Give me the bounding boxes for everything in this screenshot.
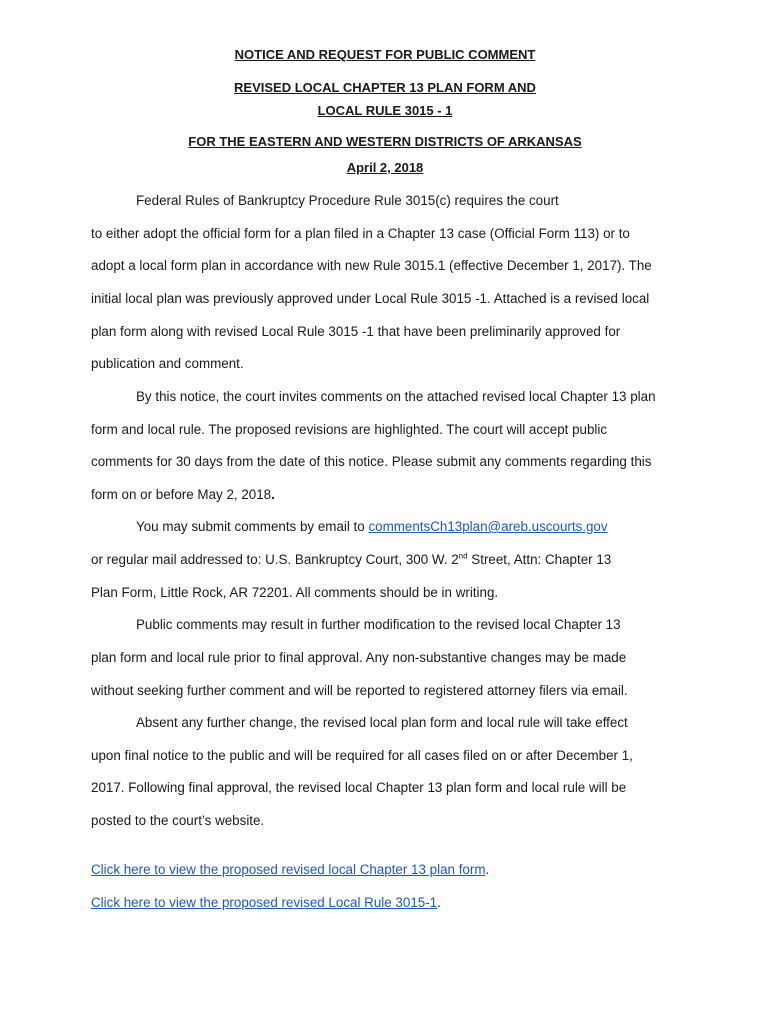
plan-form-link[interactable]: Click here to view the proposed revised local Chapter 13 plan form — [91, 862, 486, 877]
paragraph-line: By this notice, the court invites comments on the attached revised local Chapter 13 plan — [136, 389, 656, 404]
paragraph-line: without seeking further comment and will be reported to registered attorney filers via email. — [91, 683, 628, 698]
notice-date: April 2, 2018 — [346, 160, 424, 175]
title-line-3: LOCAL RULE 3015 - 1 — [317, 103, 453, 118]
paragraph-line: 2017. Following final approval, the revised local Chapter 13 plan form and local rule will be — [91, 780, 627, 795]
paragraph-line: plan form and local rule prior to final approval. Any non-substantive changes may be made — [91, 650, 627, 665]
paragraph-line — [91, 487, 275, 503]
paragraph-line: upon final notice to the public and will be required for all cases filed on or after December 1, — [91, 748, 633, 763]
paragraph-line: Federal Rules of Bankruptcy Procedure Rule 3015(c) requires the court — [136, 193, 559, 208]
link-period: . — [485, 862, 490, 877]
link-period: . — [437, 895, 441, 910]
local-rule-link[interactable]: Click here to view the proposed revised Local Rule 3015-1 — [91, 895, 438, 910]
deadline-period: . — [271, 487, 275, 502]
email-lead-text: You may submit comments by email to — [136, 519, 369, 534]
link-line — [91, 895, 441, 911]
paragraph-line: form and local rule. The proposed revisions are highlighted. The court will accept public — [91, 422, 608, 437]
mail-address-text: or regular mail addressed to: U.S. Bankruptcy Court, 300 W. 2 — [91, 552, 459, 567]
paragraph-line: Plan Form, Little Rock, AR 72201. All comments should be in writing. — [91, 585, 499, 600]
title-line-2: REVISED LOCAL CHAPTER 13 PLAN FORM AND — [234, 80, 536, 95]
mail-address-text-cont: Street, Attn: Chapter 13 — [467, 552, 612, 567]
deadline-text: form on or before May 2, 2018 — [91, 487, 272, 502]
ordinal-suffix: nd — [458, 551, 468, 561]
paragraph-line — [136, 519, 608, 535]
paragraph-line: comments for 30 days from the date of this notice. Please submit any comments regarding this — [91, 454, 652, 469]
paragraph-line: Absent any further change, the revised local plan form and local rule will take effect — [136, 715, 628, 730]
paragraph-line: posted to the court’s website. — [91, 813, 265, 828]
comments-email-link[interactable]: commentsCh13plan@areb.uscourts.gov — [368, 519, 608, 534]
paragraph-line: initial local plan was previously approved under Local Rule 3015 -1. Attached is a revised local — [91, 291, 650, 306]
paragraph-line — [91, 552, 611, 568]
link-line — [91, 862, 489, 878]
paragraph-line: to either adopt the official form for a plan filed in a Chapter 13 case (Official Form 113) or to — [91, 226, 630, 241]
title-line-4: FOR THE EASTERN AND WESTERN DISTRICTS OF ARKANSAS — [188, 134, 582, 149]
paragraph-line: plan form along with revised Local Rule 3015 -1 that have been preliminarily approved for — [91, 324, 621, 339]
paragraph-line: adopt a local form plan in accordance with new Rule 3015.1 (effective December 1, 2017). The — [91, 258, 652, 273]
paragraph-line: publication and comment. — [91, 356, 244, 371]
title-line-1: NOTICE AND REQUEST FOR PUBLIC COMMENT — [234, 47, 536, 62]
paragraph-line: Public comments may result in further modification to the revised local Chapter 13 — [136, 617, 621, 632]
